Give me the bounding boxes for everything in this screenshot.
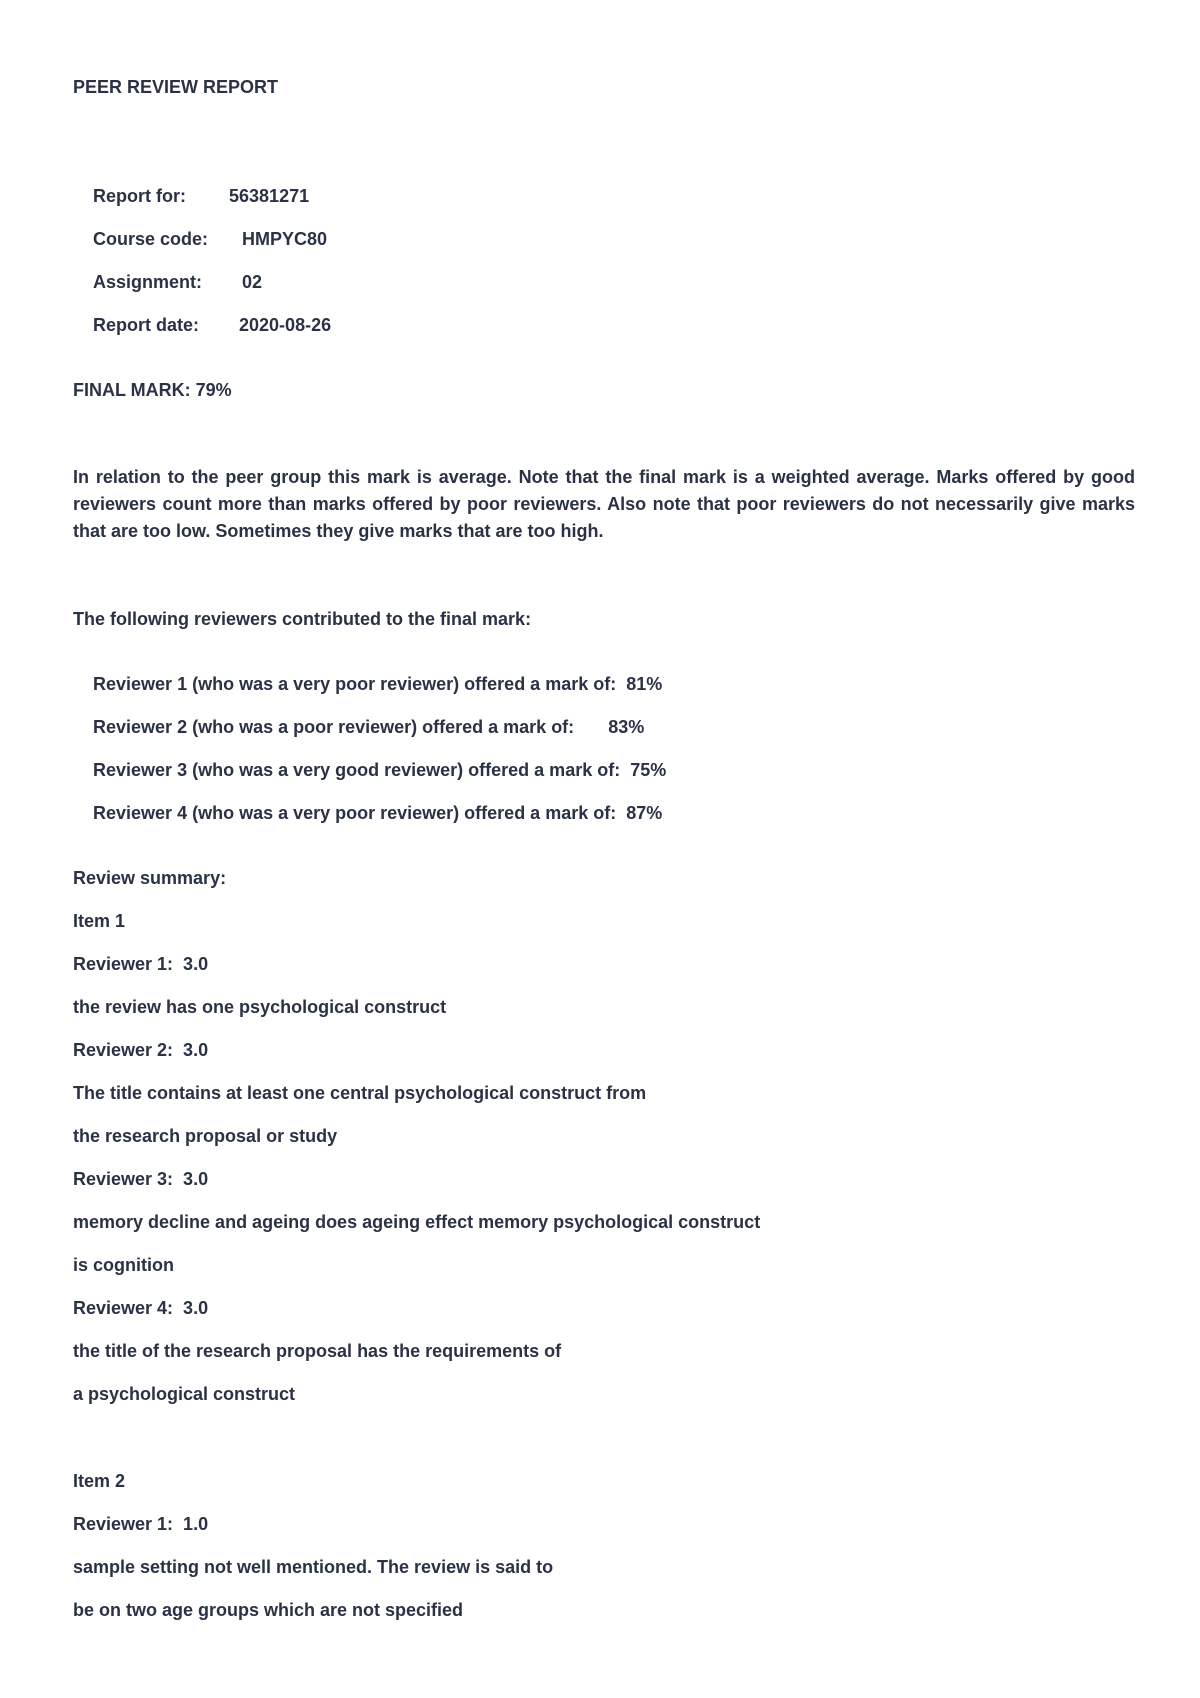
reviewer-mark-text: Reviewer 4 (who was a very poor reviewer) offered a mark of:	[93, 803, 617, 823]
review-comment: memory decline and ageing does ageing effect memory psychological construct	[73, 1212, 761, 1232]
assignment-value: 02	[242, 272, 263, 292]
review-comment: The title contains at least one central psychological construct from	[73, 1083, 647, 1103]
assignment-label: Assignment:	[93, 272, 203, 292]
explanation-paragraph: In relation to the peer group this mark is average. Note that the final mark is a weighted average. Marks offered by good reviewers count more than marks offered by poor reviewers. Also note that poor reviewers do not necessarily give marks that are too low. Sometimes they give marks that are too high.	[73, 467, 1135, 541]
review-comment: a psychological construct	[73, 1384, 296, 1404]
review-score: Reviewer 2: 3.0	[73, 1040, 209, 1060]
reviewer-mark-text: Reviewer 3 (who was a very good reviewer) offered a mark of:	[93, 760, 621, 780]
reviewer-mark-value: 83%	[608, 717, 645, 737]
review-comment: the title of the research proposal has the requirements of	[73, 1341, 562, 1361]
review-comment: is cognition	[73, 1255, 174, 1275]
item-label: Item 2	[73, 1471, 126, 1491]
reviewer-mark-row	[73, 780, 662, 846]
review-comment: be on two age groups which are not specified	[73, 1600, 464, 1620]
report-date-value: 2020-08-26	[239, 315, 332, 335]
reviewer-mark-value: 81%	[626, 674, 663, 694]
report-title: PEER REVIEW REPORT	[73, 77, 279, 97]
reviewer-mark-value: 75%	[630, 760, 667, 780]
reviewer-mark-text: Reviewer 1 (who was a very poor reviewer) offered a mark of:	[93, 674, 617, 694]
review-comment: the review has one psychological construct	[73, 997, 447, 1017]
report-date-label: Report date:	[93, 315, 200, 335]
report-date-row	[73, 292, 331, 358]
review-comment: sample setting not well mentioned. The review is said to	[73, 1557, 554, 1577]
review-comment: the research proposal or study	[73, 1126, 338, 1146]
item-label: Item 1	[73, 911, 126, 931]
review-score: Reviewer 3: 3.0	[73, 1169, 209, 1189]
reviewer-mark-value: 87%	[626, 803, 663, 823]
summary-heading: Review summary:	[73, 868, 227, 888]
report-for-value: 56381271	[229, 186, 310, 206]
report-for-label: Report for:	[93, 186, 187, 206]
course-code-label: Course code:	[93, 229, 209, 249]
review-score: Reviewer 1: 1.0	[73, 1514, 209, 1534]
reviewer-mark-text: Reviewer 2 (who was a poor reviewer) offered a mark of:	[93, 717, 575, 737]
contributors-heading: The following reviewers contributed to the final mark:	[73, 609, 532, 629]
review-score: Reviewer 1: 3.0	[73, 954, 209, 974]
review-score: Reviewer 4: 3.0	[73, 1298, 209, 1318]
course-code-value: HMPYC80	[242, 229, 328, 249]
final-mark: FINAL MARK: 79%	[73, 380, 232, 400]
